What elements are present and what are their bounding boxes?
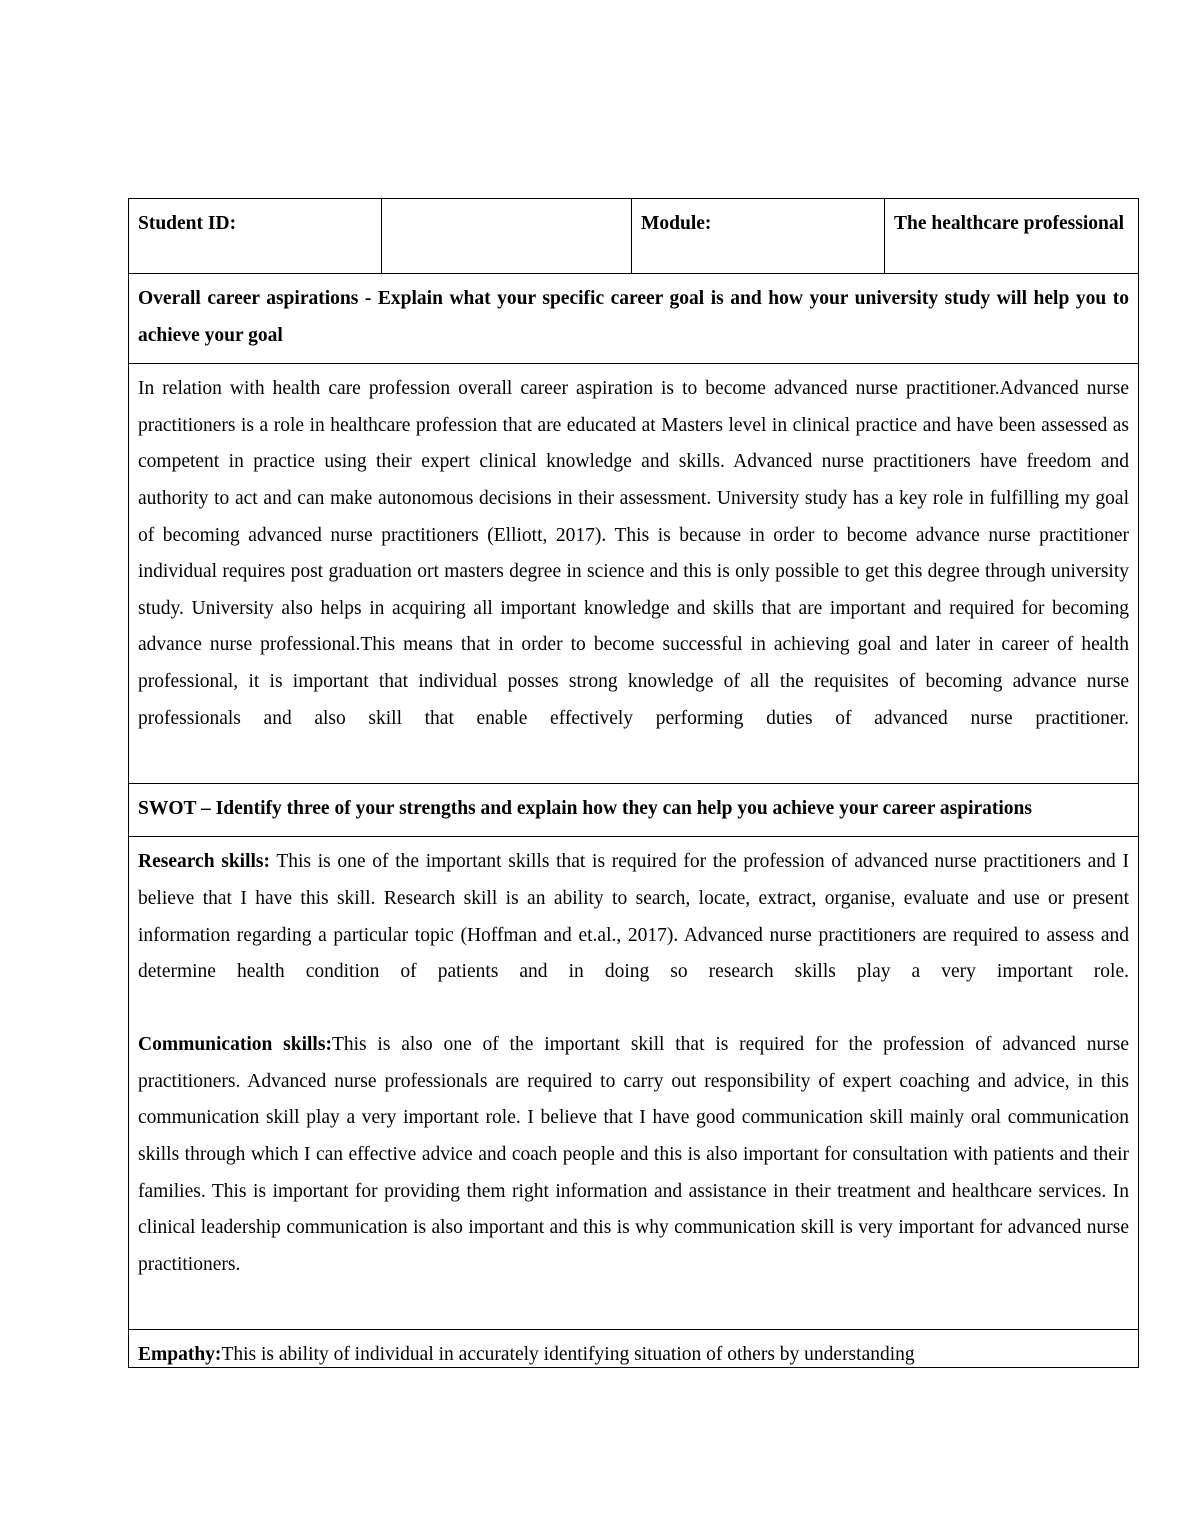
paragraph-communication-skills bbox=[138, 1027, 1129, 1320]
paragraph-lead: Empathy: bbox=[138, 1344, 222, 1366]
section-heading-career-aspirations: Overall career aspirations - Explain what your specific career goal is and how your university study will help you to achieve your goal bbox=[129, 274, 1139, 364]
paragraph-text: This is ability of individual in accurately identifying situation of others by understanding bbox=[221, 1344, 915, 1366]
module-value-cell[interactable]: The healthcare professional bbox=[885, 199, 1139, 274]
table-row-section-body bbox=[129, 364, 1139, 784]
table-row-header bbox=[129, 199, 1139, 274]
paragraph-empathy bbox=[138, 1337, 1129, 1367]
paragraph-text: In relation with health care profession overall career aspiration is to become advanced nurse practitioner.Advanced nurse practitioners is a role in healthcare profession that are educated at Masters level in clinical practice and have been assessed as competent in practice using their expert clinical knowledge and skills. Advanced nurse practitioners have freedom and authority to act and can make autonomous decisions in their assessment. University study has a key role in fulfilling my goal of becoming advanced nurse practitioners (Elliott, 2017). This is because in order to become advance nurse practitioner individual requires post graduation ort masters degree in science and this is only possible to get this degree through university study. University also helps in acquiring all important knowledge and skills that are important and required for becoming advance nurse professional.This means that in order to become successful in achieving goal and later in career of health professional, it is important that individual posses strong knowledge of all the requisites of becoming advance nurse professionals and also skill that enable effectively performing duties of advanced nurse practitioner. bbox=[138, 378, 1129, 729]
paragraph-lead: Communication skills: bbox=[138, 1034, 332, 1056]
reflective-form-table bbox=[128, 198, 1139, 1368]
table-row-section-body-clipped bbox=[129, 1330, 1139, 1368]
section-body-empathy bbox=[129, 1330, 1139, 1368]
paragraph-lead: Research skills: bbox=[138, 851, 270, 873]
paragraph-research-skills bbox=[138, 844, 1129, 1027]
section-heading-swot: SWOT – Identify three of your strengths and explain how they can help you achieve your career aspirations bbox=[129, 783, 1139, 837]
student-id-value-cell[interactable] bbox=[382, 199, 632, 274]
section-body-swot-strengths bbox=[129, 837, 1139, 1330]
module-label-cell: Module: bbox=[632, 199, 885, 274]
paragraph-text: This is also one of the important skill that is required for the profession of advanced nurse practitioners. Advanced nurse professionals are required to carry out responsibility of expert coaching and advice, in this communication skill play a very important role. I believe that I have good communication skill mainly oral communication skills through which I can effective advice and coach people and this is also important for consultation with patients and their families. This is important for providing them right information and assistance in their treatment and healthcare services. In clinical leadership communication is also important and this is why communication skill is very important for advanced nurse practitioners. bbox=[138, 1034, 1129, 1275]
table-row-section-body bbox=[129, 837, 1139, 1330]
table-row-section-heading bbox=[129, 783, 1139, 837]
section-body-career-aspirations bbox=[129, 364, 1139, 784]
student-id-label-cell: Student ID: bbox=[129, 199, 382, 274]
table-row-section-heading bbox=[129, 274, 1139, 364]
paragraph bbox=[138, 371, 1129, 774]
paragraph-text: This is one of the important skills that is required for the profession of advanced nurse practitioners and I believe that I have this skill. Research skill is an ability to search, locate, extract, organise, evaluate and use or present information regarding a particular topic (Hoffman and et.al., 2017). Advanced nurse practitioners are required to assess and determine health condition of patients and in doing so research skills play a very important role. bbox=[138, 851, 1129, 983]
